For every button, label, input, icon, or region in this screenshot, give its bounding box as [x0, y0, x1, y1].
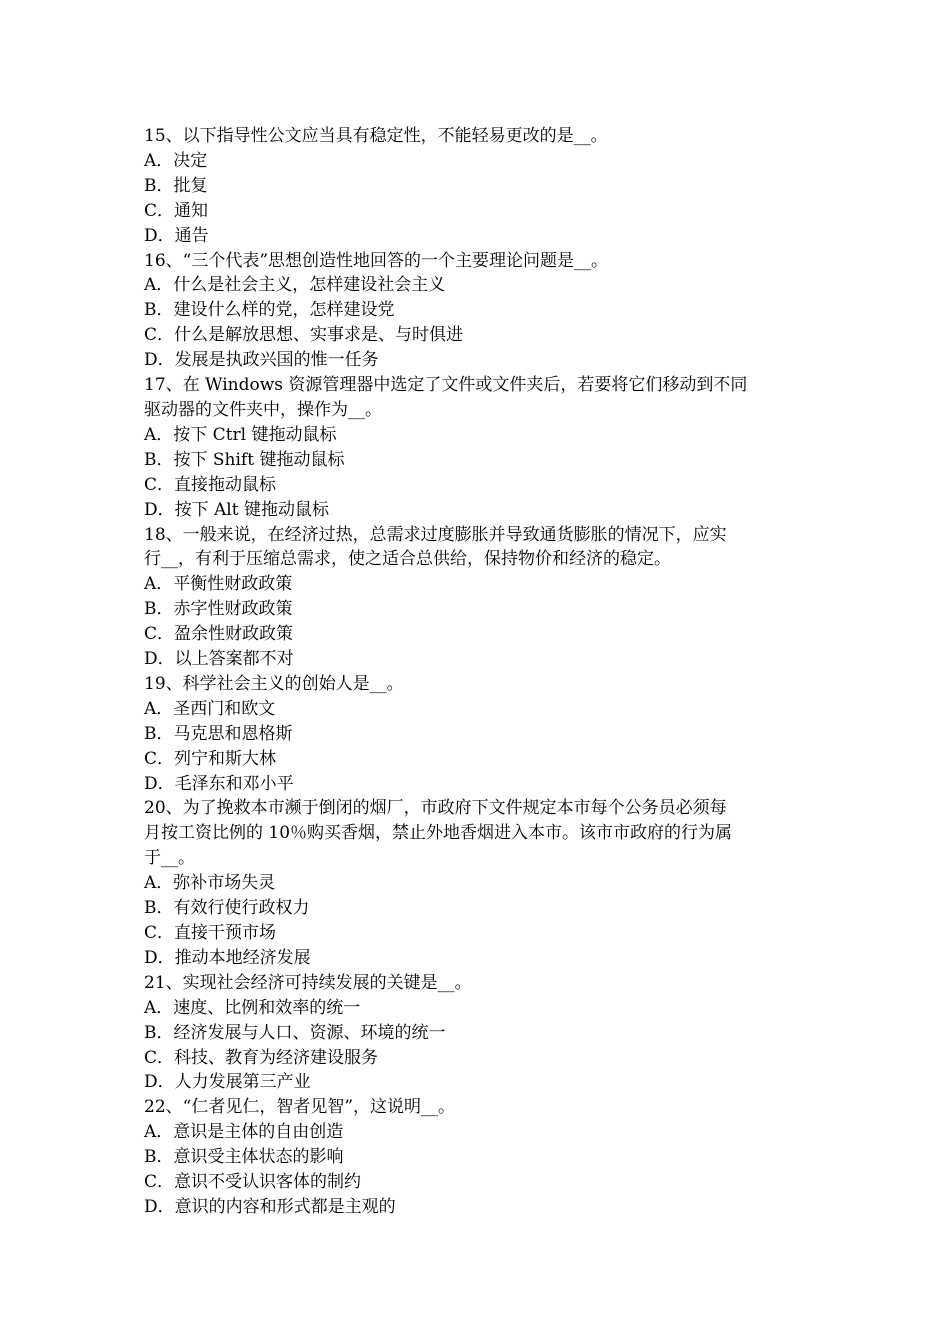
answer-option: C．什么是解放思想、实事求是、与时俱进: [144, 325, 464, 346]
answer-option: B．有效行使行政权力: [144, 898, 310, 919]
answer-option: D．以上答案都不对: [144, 649, 294, 670]
answer-option: A．意识是主体的自由创造: [144, 1122, 344, 1143]
question-stem: 16、“三个代表”思想创造性地回答的一个主要理论问题是__。: [144, 250, 609, 271]
question-stem: 于__。: [144, 848, 195, 869]
answer-option: B．经济发展与人口、资源、环境的统一: [144, 1022, 446, 1043]
answer-option: D．按下 Alt 键拖动鼠标: [144, 499, 329, 520]
answer-option: B．意识受主体状态的影响: [144, 1147, 344, 1168]
answer-option: C．列宁和斯大林: [144, 748, 277, 769]
question-block: [144, 124, 808, 249]
question-stem: 21、实现社会经济可持续发展的关键是__。: [144, 972, 472, 993]
question-stem: 17、在 Windows 资源管理器中选定了文件或文件夹后，若要将它们移动到不同: [144, 375, 748, 396]
question-stem: 行__，有利于压缩总需求，使之适合总供给，保持物价和经济的稳定。: [144, 549, 671, 570]
answer-option: C．直接拖动鼠标: [144, 474, 277, 495]
question-stem: 驱动器的文件夹中，操作为__。: [144, 399, 382, 420]
answer-option: D．通告: [144, 225, 209, 246]
answer-option: A．什么是社会主义，怎样建设社会主义: [144, 275, 446, 296]
question-block: [144, 249, 808, 374]
answer-option: C．直接干预市场: [144, 923, 277, 943]
answer-option: C．科技、教育为经济建设服务: [144, 1047, 379, 1068]
question-block: [144, 523, 808, 672]
question-block: [144, 1095, 808, 1220]
question-block: [144, 971, 808, 1096]
question-block: [144, 373, 808, 522]
question-stem: 22、“仁者见仁，智者见智”，这说明__。: [144, 1097, 456, 1118]
document-page: [144, 124, 808, 1220]
answer-option: D．人力发展第三产业: [144, 1072, 311, 1093]
answer-option: B．按下 Shift 键拖动鼠标: [144, 449, 345, 470]
answer-option: A．按下 Ctrl 键拖动鼠标: [144, 424, 337, 445]
answer-option: B．马克思和恩格斯: [144, 723, 293, 744]
answer-option: D．发展是执政兴国的惟一任务: [144, 350, 379, 371]
answer-option: C．意识不受认识客体的制约: [144, 1172, 362, 1193]
answer-option: B．建设什么样的党，怎样建设党: [144, 300, 395, 321]
answer-option: A．速度、比例和效率的统一: [144, 997, 361, 1018]
question-stem: 20、为了挽救本市濒于倒闭的烟厂，市政府下文件规定本市每个公务员必须每: [144, 798, 727, 819]
answer-option: A．平衡性财政政策: [144, 574, 293, 595]
answer-option: D．意识的内容和形式都是主观的: [144, 1196, 396, 1217]
answer-option: A．弥补市场失灵: [144, 873, 276, 894]
answer-option: B．赤字性财政政策: [144, 599, 293, 620]
answer-option: A．决定: [144, 150, 208, 171]
question-stem: 18、一般来说，在经济过热，总需求过度膨胀并导致通货膨胀的情况下，应实: [144, 524, 727, 545]
answer-option: C．盈余性财政政策: [144, 624, 294, 645]
question-stem: 15、以下指导性公文应当具有稳定性，不能轻易更改的是__。: [144, 126, 608, 146]
question-block: [144, 796, 808, 970]
question-block: [144, 672, 808, 797]
answer-option: D．推动本地经济发展: [144, 947, 311, 968]
question-stem: 月按工资比例的 10％购买香烟，禁止外地香烟进入本市。该市市政府的行为属: [144, 823, 733, 844]
answer-option: C．通知: [144, 200, 209, 221]
answer-option: B．批复: [144, 175, 208, 196]
answer-option: A．圣西门和欧文: [144, 698, 276, 719]
question-stem: 19、科学社会主义的创始人是__。: [144, 673, 404, 694]
answer-option: D．毛泽东和邓小平: [144, 773, 294, 794]
